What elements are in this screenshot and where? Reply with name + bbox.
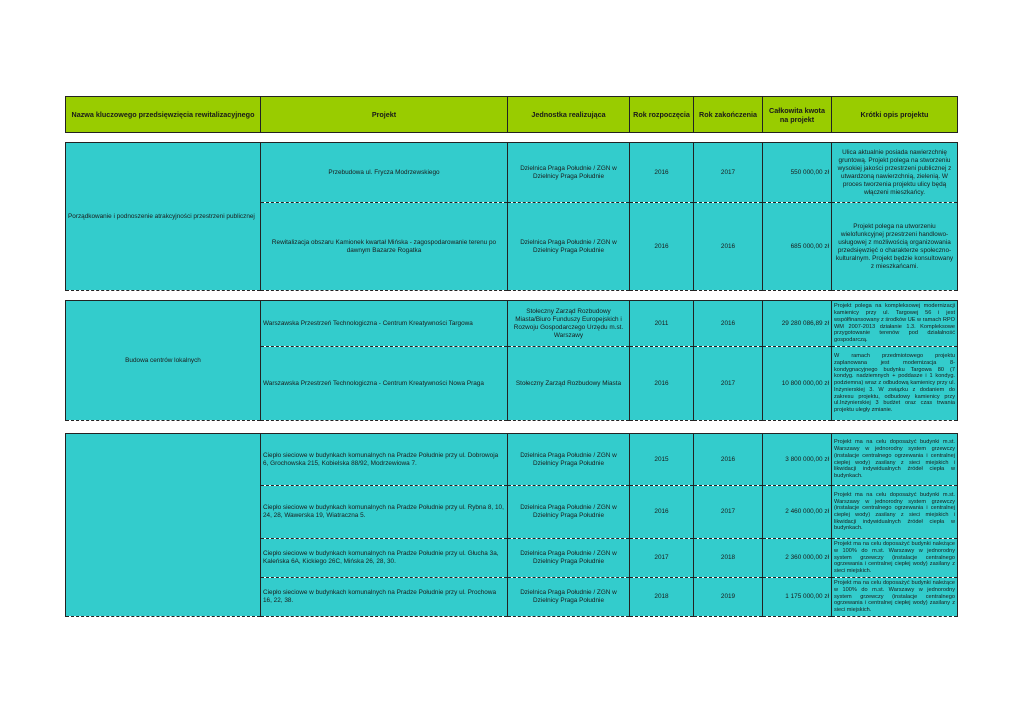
header-end[interactable]: Rok zakończenia — [694, 97, 763, 133]
unit-cell[interactable]: Dzielnica Praga Południe / ZGN w Dzielnicy Praga Południe — [508, 434, 630, 486]
amount-cell[interactable]: 685 000,00 zł — [763, 203, 832, 291]
header-category[interactable]: Nazwa kluczowego przedsięwzięcia rewitalizacyjnego — [66, 97, 261, 133]
category-cell[interactable] — [66, 434, 261, 617]
header-row — [66, 97, 958, 133]
projects-table — [65, 96, 958, 617]
unit-cell[interactable]: Dzielnica Praga Południe / ZGN w Dzielnicy Praga Południe — [508, 486, 630, 539]
table-row — [66, 143, 958, 203]
unit-cell[interactable]: Stołeczny Zarząd Rozbudowy Miasta/Biuro Funduszy Europejskich i Rozwoju Gospodarczego Urzędu m.st. Warszawy — [508, 301, 630, 347]
amount-cell[interactable]: 3 800 000,00 zł — [763, 434, 832, 486]
project-cell[interactable]: Ciepło sieciowe w budynkach komunalnych na Pradze Południe przy ul. Prochowa 16, 22, 38. — [261, 578, 508, 617]
description-cell[interactable]: Projekt ma na celu doposażyć budynki m.st. Warszawy w jednorodny system grzewczy (instalacje centralnego ogrzewania i centralnej ciepłej wody) zasilany z sieci miejskich i likwidacji indywidualnych źródeł ciepła w budynkach. — [832, 486, 958, 539]
unit-cell[interactable]: Dzielnica Praga Południe / ZGN w Dzielnicy Praga Południe — [508, 143, 630, 203]
project-cell[interactable]: Warszawska Przestrzeń Technologiczna - Centrum Kreatywności Targowa — [261, 301, 508, 347]
amount-cell[interactable]: 550 000,00 zł — [763, 143, 832, 203]
project-cell[interactable]: Ciepło sieciowe w budynkach komunalnych na Pradze Południe przy ul. Dobrowoja 6, Grochowska 215, Kobielska 88/92, Modrzewiowa 7. — [261, 434, 508, 486]
amount-cell[interactable]: 29 280 086,89 zł — [763, 301, 832, 347]
unit-cell[interactable]: Dzielnica Praga Południe / ZGN w Dzielnicy Praga Południe — [508, 578, 630, 617]
start-year-cell[interactable]: 2017 — [630, 539, 694, 578]
description-cell[interactable]: Ulica aktualnie posiada nawierzchnię gruntową. Projekt polega na stworzeniu wysokiej jakości przestrzeni publicznej z utwardzoną nawierzchnią, zielenią. W proces tworzenia projektu ulicy będą włączeni mieszkańcy. — [832, 143, 958, 203]
end-year-cell[interactable]: 2016 — [694, 434, 763, 486]
amount-cell[interactable]: 1 175 000,00 zł — [763, 578, 832, 617]
header-amount[interactable]: Całkowita kwota na projekt — [763, 97, 832, 133]
start-year-cell[interactable]: 2016 — [630, 486, 694, 539]
category-cell[interactable]: Budowa centrów lokalnych — [66, 301, 261, 421]
start-year-cell[interactable]: 2018 — [630, 578, 694, 617]
header-description[interactable]: Krótki opis projektu — [832, 97, 958, 133]
end-year-cell[interactable]: 2018 — [694, 539, 763, 578]
table-row — [66, 434, 958, 486]
amount-cell[interactable]: 2 460 000,00 zł — [763, 486, 832, 539]
end-year-cell[interactable]: 2017 — [694, 347, 763, 421]
table-row — [66, 301, 958, 347]
start-year-cell[interactable]: 2011 — [630, 301, 694, 347]
end-year-cell[interactable]: 2017 — [694, 486, 763, 539]
amount-cell[interactable]: 10 800 000,00 zł — [763, 347, 832, 421]
end-year-cell[interactable]: 2016 — [694, 301, 763, 347]
header-start[interactable]: Rok rozpoczęcia — [630, 97, 694, 133]
project-cell[interactable]: Rewitalizacja obszaru Kamionek kwartał Mińska - zagospodarowanie terenu po dawnym Bazarze Rogatka — [261, 203, 508, 291]
header-project[interactable]: Projekt — [261, 97, 508, 133]
description-cell[interactable]: Projekt ma na celu doposażyć budynki m.st. Warszawy w jednorodny system grzewczy (instalacje centralnego ogrzewania i centralnej ciepłej wody) zasilany z sieci miejskich i likwidacji indywidualnych źródeł ciepła w budynkach. — [832, 434, 958, 486]
description-cell[interactable]: Projekt polega na utworzeniu wielofunkcyjnej przestrzeni handlowo-usługowej z możliwością organizowania przedsięwzięć o charakterze społeczno-kulturalnym. Projekt będzie konsultowany z mieszkańcami. — [832, 203, 958, 291]
project-cell[interactable]: Ciepło sieciowe w budynkach komunalnych na Pradze Południe przy ul. Rybna 8, 10, 24, 28, Wawerska 19, Wiatraczna 5. — [261, 486, 508, 539]
end-year-cell[interactable]: 2019 — [694, 578, 763, 617]
project-cell[interactable]: Warszawska Przestrzeń Technologiczna - Centrum Kreatywności Nowa Praga — [261, 347, 508, 421]
start-year-cell[interactable]: 2016 — [630, 143, 694, 203]
spreadsheet — [65, 96, 957, 617]
start-year-cell[interactable]: 2016 — [630, 203, 694, 291]
project-cell[interactable]: Ciepło sieciowe w budynkach komunalnych na Pradze Południe przy ul. Głucha 3a, Kaleńska 6A, Kickiego 26C, Mińska 26, 28, 30. — [261, 539, 508, 578]
unit-cell[interactable]: Dzielnica Praga Południe / ZGN w Dzielnicy Praga Południe — [508, 539, 630, 578]
category-cell[interactable]: Porządkowanie i podnoszenie atrakcyjności przestrzeni publicznej — [66, 143, 261, 291]
project-cell[interactable]: Przebudowa ul. Frycza Modrzewskiego — [261, 143, 508, 203]
end-year-cell[interactable]: 2017 — [694, 143, 763, 203]
unit-cell[interactable]: Dzielnica Praga Południe / ZGN w Dzielnicy Praga Południe — [508, 203, 630, 291]
end-year-cell[interactable]: 2016 — [694, 203, 763, 291]
description-cell[interactable]: Projekt ma na celu doposażyć budynki należące w 100% do m.st. Warszawy w jednorodny system grzewczy (instalacje centralnego ogrzewania i centralnej ciepłej wody) zasilany z sieci miejskich. — [832, 539, 958, 578]
start-year-cell[interactable]: 2016 — [630, 347, 694, 421]
unit-cell[interactable]: Stołeczny Zarząd Rozbudowy Miasta — [508, 347, 630, 421]
start-year-cell[interactable]: 2015 — [630, 434, 694, 486]
description-cell[interactable]: Projekt polega na kompleksowej modernizacji kamienicy przy ul. Targowej 56 i jest współfinansowany z środków UE w ramach RPO WM 2007-2013 działanie 1.3. Kompleksowe przygotowanie terenów pod działalność gospodarczą. — [832, 301, 958, 347]
amount-cell[interactable]: 2 360 000,00 zł — [763, 539, 832, 578]
header-unit[interactable]: Jednostka realizująca — [508, 97, 630, 133]
description-cell[interactable]: Projekt ma na celu doposażyć budynki należące w 100% do m.st. Warszawy w jednorodny system grzewczy (instalacje centralnego ogrzewania i centralnej ciepłej wody) zasilany z sieci miejskich. — [832, 578, 958, 617]
description-cell[interactable]: W ramach przedmiotowego projektu zaplanowana jest modernizacja 8-kondygnacyjnego budynku Targowa 80 (7 kondyg. nadziemnych + poddasze i 1 kondyg. podziemna) wraz z odbudową kamienicy przy ul. Inżynierskiej 3. W związku z dodaniem do zakresu projektu, odbudowy kamienicy przy ul.Inżynierskiej 3 budżet oraz czas trwania projektu uległy zmianie. — [832, 347, 958, 421]
